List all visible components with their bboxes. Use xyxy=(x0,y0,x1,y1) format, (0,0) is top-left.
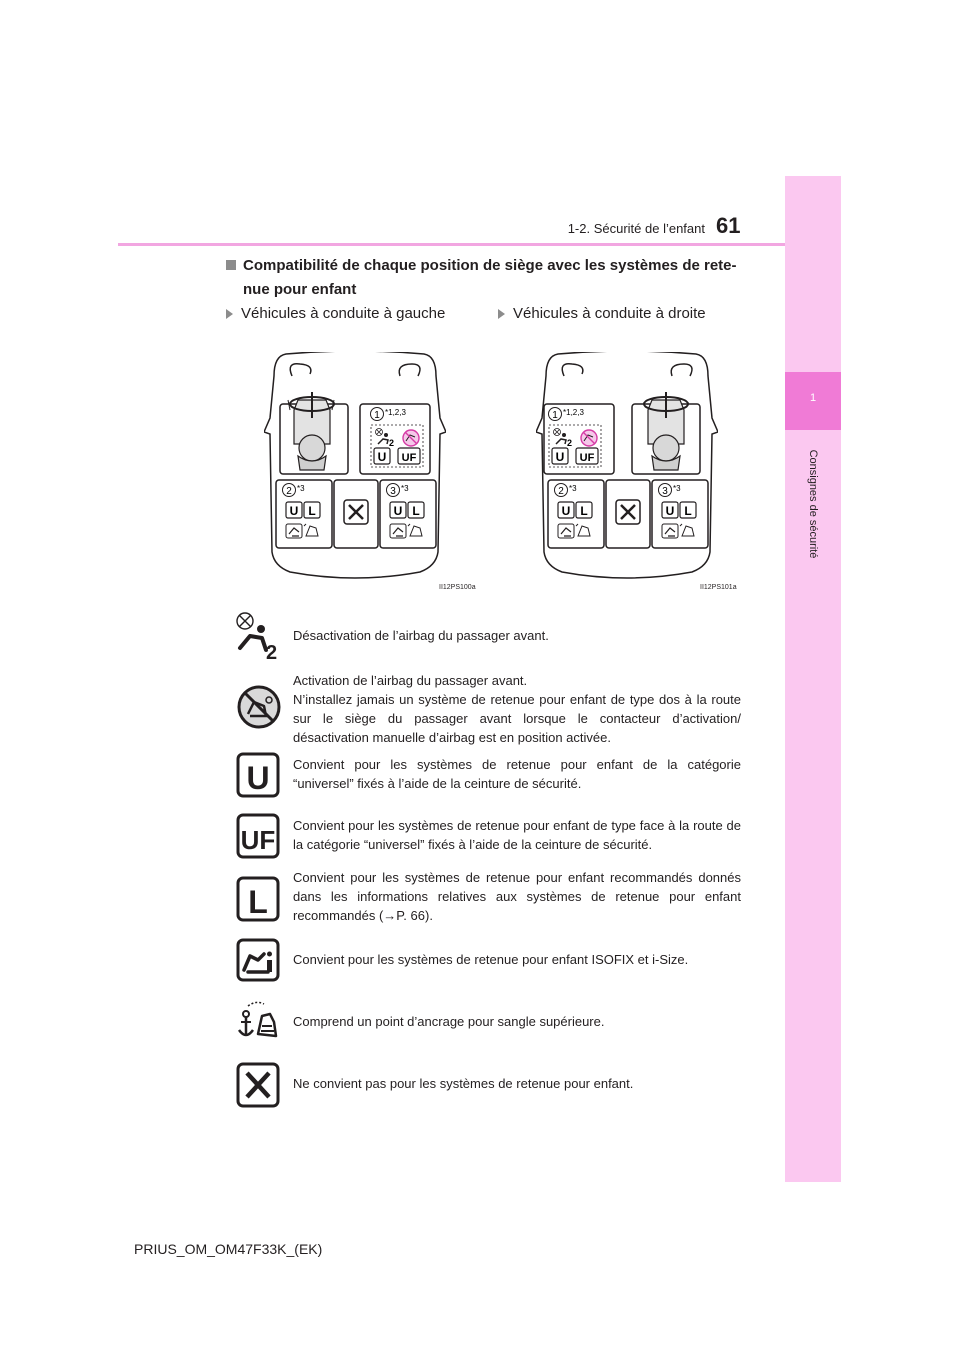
svg-text:2: 2 xyxy=(558,486,564,497)
svg-text:2: 2 xyxy=(266,642,278,660)
svg-text:2: 2 xyxy=(389,438,395,448)
svg-text:1: 1 xyxy=(374,410,380,421)
svg-text:1: 1 xyxy=(552,410,558,421)
svg-text:*3: *3 xyxy=(569,484,577,493)
subheading-left-text: Véhicules à conduite à gauche xyxy=(241,305,446,322)
svg-text:3: 3 xyxy=(662,486,668,497)
svg-text:*1,2,3: *1,2,3 xyxy=(385,408,406,417)
airbag-off-icon xyxy=(376,429,395,449)
legend-item-not-suitable: Ne convient pas pour les systèmes de retenue pour enfant. xyxy=(293,1076,634,1091)
page-number: 61 xyxy=(716,213,741,238)
isofix-icon xyxy=(236,938,280,982)
svg-text:U: U xyxy=(665,504,675,518)
svg-text:*3: *3 xyxy=(673,484,681,493)
svg-text:L: L xyxy=(412,504,420,518)
seat-2-rear-left xyxy=(283,484,321,539)
svg-text:UF: UF xyxy=(401,452,417,464)
seat-1-front-passenger xyxy=(549,408,602,468)
figure-id-left: II12PS100a xyxy=(439,584,476,591)
svg-text:3: 3 xyxy=(390,486,396,497)
uf-icon xyxy=(236,813,280,859)
u-icon xyxy=(236,752,280,798)
svg-text:*1,2,3: *1,2,3 xyxy=(563,408,584,417)
seat-2-rear-left xyxy=(555,484,593,539)
chapter-side-tab xyxy=(785,176,841,1182)
svg-text:UF: UF xyxy=(240,825,276,855)
airbag-on-icon xyxy=(403,430,419,446)
svg-text:U: U xyxy=(377,450,387,464)
subheading-left-hand-drive xyxy=(226,305,445,322)
svg-text:2: 2 xyxy=(286,486,292,497)
svg-text:U: U xyxy=(393,504,403,518)
triangle-bullet-icon xyxy=(226,309,233,319)
svg-text:L: L xyxy=(248,884,268,920)
svg-text:U: U xyxy=(246,760,270,796)
seat-rear-center-not-suitable xyxy=(344,500,368,524)
legend-item-universal: Convient pour les systèmes de retenue pour enfant de la catégorie “universel” fixés à l’aide de la ceinture de sécurité. xyxy=(293,757,741,791)
triangle-bullet-icon xyxy=(498,309,505,319)
svg-text:L: L xyxy=(580,504,588,518)
airbag-on-icon xyxy=(236,684,282,730)
svg-text:U: U xyxy=(561,504,571,518)
svg-text:U: U xyxy=(289,504,299,518)
header-rule xyxy=(118,243,785,246)
svg-text:L: L xyxy=(308,504,316,518)
legend-item-top-tether: Comprend un point d’ancrage pour sangle supérieure. xyxy=(293,1014,605,1029)
top-tether-icon xyxy=(236,1000,282,1044)
subheading-right-text: Véhicules à conduite à droite xyxy=(513,305,706,322)
legend-item-universal-forward: Convient pour les systèmes de retenue pour enfant de type face à la route de la catégorie “universel” fixés à l’aide de la ceinture de sécurité. xyxy=(293,818,741,852)
airbag-off-icon xyxy=(236,612,282,660)
svg-text:UF: UF xyxy=(579,452,595,464)
seat-1-front-passenger xyxy=(371,408,424,468)
airbag-on-icon xyxy=(581,430,597,446)
chapter-label: Consignes de sécurité xyxy=(807,449,819,559)
svg-text:*3: *3 xyxy=(401,484,409,493)
svg-text:U: U xyxy=(555,450,565,464)
car-diagram-left-hand-drive xyxy=(264,352,446,580)
legend-item-airbag-on: Activation de l’airbag du passager avant. N’installez jamais un système de retenue pour enfant de type dos à la route sur le siège du passager avant lorsque le contacteur d’activation/ désactivation manuelle d’airbag est en position activée. xyxy=(293,673,741,745)
chapter-number: 1 xyxy=(809,392,817,404)
legend-item-airbag-off: Désactivation de l’airbag du passager avant. xyxy=(293,628,549,643)
svg-text:2: 2 xyxy=(567,438,573,448)
airbag-off-icon xyxy=(554,429,573,449)
seat-rear-center-not-suitable xyxy=(616,500,640,524)
legend-item-recommended: Convient pour les systèmes de retenue pour enfant recommandés donnés dans les informations relatives aux systèmes de retenue pour enfant recommandés (→P. 66). xyxy=(293,870,741,923)
footer-model-code: PRIUS_OM_OM47F33K_(EK) xyxy=(134,1241,323,1257)
svg-text:*3: *3 xyxy=(297,484,305,493)
legend-item-isofix: Convient pour les systèmes de retenue pour enfant ISOFIX et i-Size. xyxy=(293,952,689,967)
subheading-right-hand-drive xyxy=(498,305,706,322)
seat-3-rear-right xyxy=(659,484,697,539)
section-heading: Compatibilité de chaque position de siège avec les systèmes de rete-nue pour enfant xyxy=(243,257,737,298)
figure-id-right: II12PS101a xyxy=(700,584,737,591)
svg-text:L: L xyxy=(684,504,692,518)
heading-bullet xyxy=(226,260,236,270)
l-icon xyxy=(236,876,280,922)
not-suitable-icon xyxy=(236,1062,280,1108)
seat-3-rear-right xyxy=(387,484,425,539)
section-title: 1-2. Sécurité de l’enfant xyxy=(567,221,705,236)
car-diagram-right-hand-drive xyxy=(536,352,718,580)
